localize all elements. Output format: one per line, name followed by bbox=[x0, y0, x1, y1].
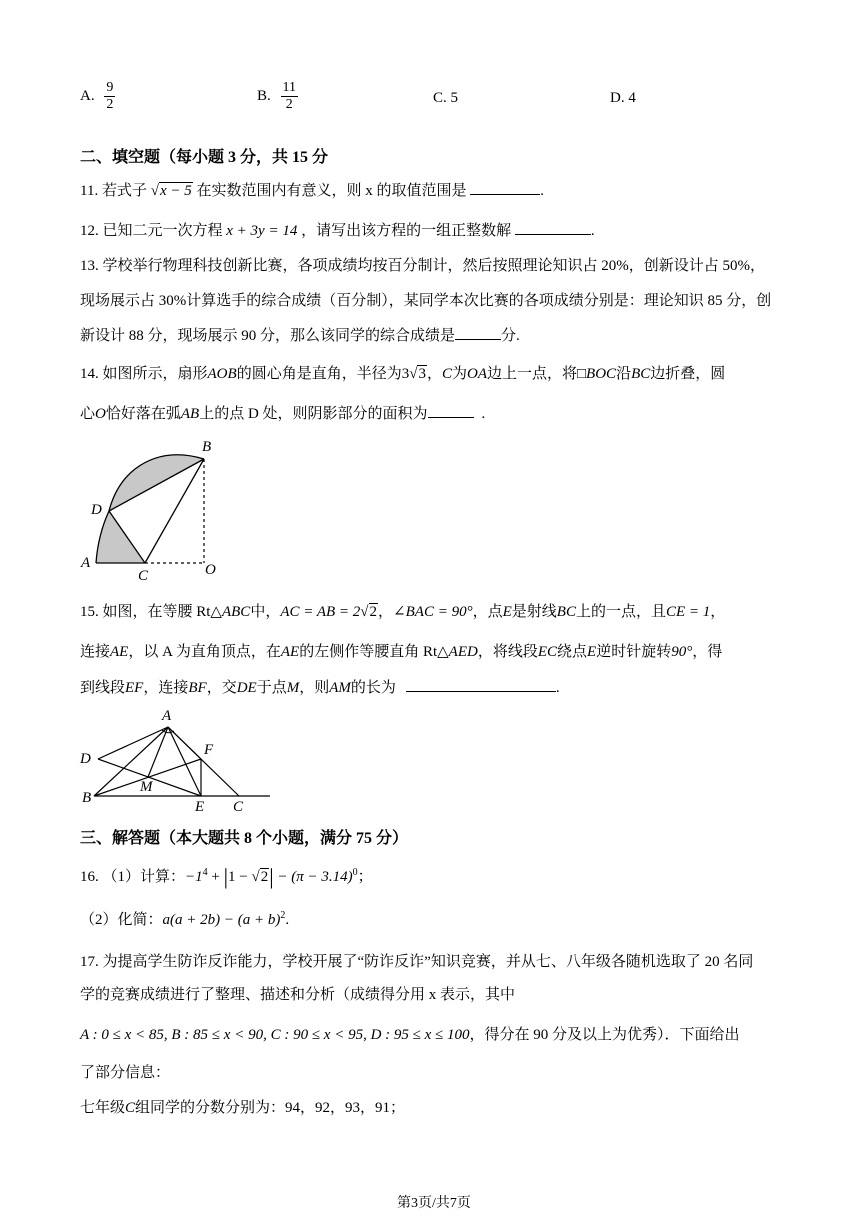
q15-text-d: ，点 bbox=[472, 604, 503, 620]
q17-line-2: 学的竞赛成绩进行了整理、描述和分析（成绩得分用 x 表示，其中 bbox=[80, 987, 516, 1003]
q15-text-p: ，连接 bbox=[143, 680, 189, 696]
q17-line-3b: ，得分在 90 分及以上为优秀）．下面给出 bbox=[469, 1027, 740, 1043]
q15-am: AM bbox=[329, 680, 351, 696]
q15-ec: EC bbox=[537, 644, 558, 660]
q15-angle: ∠BAC = 90° bbox=[393, 604, 473, 620]
option-b-label: B. bbox=[257, 87, 271, 104]
fraction-b-den: 2 bbox=[285, 97, 293, 112]
shaded-region-bottom bbox=[96, 511, 145, 563]
q16-rad2: 2 bbox=[260, 869, 269, 885]
page-footer: 第3页/共7页 bbox=[397, 1196, 471, 1211]
q15-aed: AED bbox=[448, 644, 478, 660]
q14-text-b: 的圆心角是直角，半径为 bbox=[236, 366, 402, 382]
q15-text-i: ，以 A 为直角顶点，在 bbox=[128, 644, 281, 660]
q15-m: M bbox=[286, 680, 300, 696]
q14-oa: OA bbox=[466, 366, 487, 382]
q16-expr1b: + bbox=[207, 869, 224, 885]
label-f: F bbox=[204, 742, 214, 758]
q14-answer-blank bbox=[428, 403, 474, 418]
q14-radius-coef: 3 bbox=[401, 366, 410, 382]
question-12 bbox=[80, 220, 595, 241]
q15-ce: CE = 1 bbox=[665, 604, 711, 620]
q13-line-1: 13. 学校举行物理科技创新比赛，各项成绩均按百分制计，然后按照理论知识占 20%，创新设计占 50%， bbox=[80, 258, 765, 274]
q14-text-a: 14. 如图所示，扇形 bbox=[80, 366, 208, 382]
q15-text-q: ，交 bbox=[206, 680, 237, 696]
label-a: A bbox=[81, 555, 91, 571]
q15-e: E bbox=[502, 604, 512, 620]
q12-equation: x + 3y = 14 bbox=[226, 223, 298, 239]
q17-line-5 bbox=[80, 1098, 405, 1118]
q17-line-4: 了部分信息： bbox=[80, 1065, 171, 1081]
q12-answer-blank bbox=[515, 220, 591, 235]
q16-exp4: 4 bbox=[202, 867, 208, 878]
label-b: B bbox=[202, 439, 212, 455]
q15-ef: EF bbox=[125, 680, 144, 696]
q12-end: . bbox=[590, 223, 595, 239]
q16-expr1c: − (π − 3.14) bbox=[273, 869, 353, 885]
q15-text-o: 到线段 bbox=[80, 680, 126, 696]
q14-o: O bbox=[95, 406, 106, 422]
q15-text-j: 的左侧作等腰直角 Rt△ bbox=[299, 644, 449, 660]
q15-text-c: ， bbox=[378, 604, 394, 620]
q16-abs-right: | bbox=[269, 864, 274, 889]
fraction-b-num: 11 bbox=[282, 80, 296, 95]
fraction-a-num: 9 bbox=[106, 80, 114, 95]
q17-line-5a: 七年级 bbox=[80, 1100, 126, 1116]
q17-group-c: C bbox=[125, 1100, 136, 1116]
q15-text-s: ，则 bbox=[299, 680, 330, 696]
q14-ab: AB bbox=[180, 406, 200, 422]
q14-text-k: . bbox=[481, 406, 486, 422]
q15-line-1: 15. 如图，在等腰 Rt△ABC中，AC = AB = 2√2，∠BAC = 90°，点E是射线BC上的一点，且CE = 1， bbox=[80, 604, 726, 620]
q17-line-3 bbox=[80, 1025, 740, 1045]
q14-text-d: 为 bbox=[451, 366, 467, 382]
q14-text-g: 边折叠，圆 bbox=[650, 366, 726, 382]
q11-radicand: x − 5 bbox=[159, 183, 192, 199]
option-d: D. 4 bbox=[610, 90, 636, 106]
q15-rad: 2 bbox=[369, 604, 378, 620]
option-a bbox=[80, 80, 115, 113]
fraction-a-den: 2 bbox=[106, 97, 114, 112]
figure-14-sector bbox=[78, 432, 228, 582]
q17-line-1: 17. 为提高学生防诈反诈能力，学校开展了“防诈反诈”知识竞赛，并从七、八年级各随机选取了 20 名同 bbox=[80, 954, 754, 970]
q15-text-g: ， bbox=[710, 604, 726, 620]
q14-text-e: 边上一点，将 bbox=[486, 366, 577, 382]
q15-text-m: 逆时针旋转 bbox=[596, 644, 672, 660]
q14-line-1 bbox=[80, 364, 725, 384]
q15-text-b: 中， bbox=[250, 604, 281, 620]
q13-line-2: 现场展示占 30%计算选手的综合成绩（百分制），某同学本次比赛的各项成绩分别是：理论知识 85 分，创 bbox=[80, 293, 772, 309]
q14-text-c: ， bbox=[426, 366, 442, 382]
q11-post: 在实数范围内有意义，则 x 的取值范围是 bbox=[196, 183, 467, 199]
q12-post: ，请写出该方程的一组正整数解 bbox=[301, 223, 512, 239]
fraction-b bbox=[281, 80, 298, 113]
q16-part-1: 16. （1）计算：$-1^4 + |1 - √2| - (\pi - 3.14)^0$； bbox=[80, 864, 373, 889]
q15-answer-blank bbox=[406, 677, 556, 692]
q14-aob: AOB bbox=[207, 366, 237, 382]
q15-text-h: 连接 bbox=[80, 644, 111, 660]
q11-answer-blank bbox=[470, 180, 540, 195]
label-b: B bbox=[82, 790, 92, 806]
q15-e2: E bbox=[587, 644, 597, 660]
q15-text-r: 于点 bbox=[256, 680, 287, 696]
q16-expr1d: ； bbox=[357, 869, 373, 885]
figure-15-triangles bbox=[76, 702, 276, 814]
q16-expr1a: −1 bbox=[185, 869, 203, 885]
q15-de: DE bbox=[236, 680, 257, 696]
option-a-label: A. bbox=[80, 87, 95, 104]
label-m: M bbox=[140, 779, 153, 795]
q11-pre: 11. 若式子 bbox=[80, 183, 147, 199]
q15-text-l: 绕点 bbox=[557, 644, 588, 660]
question-11 bbox=[80, 180, 544, 201]
q14-bc: BC bbox=[631, 366, 651, 382]
option-b bbox=[257, 80, 298, 113]
q16-exp2: 2 bbox=[280, 910, 286, 921]
q14-text-i: 恰好落在弧 bbox=[105, 406, 181, 422]
q17-line-5b: 组同学的分数分别为：94，92，93，91； bbox=[135, 1100, 406, 1116]
q15-abc: ABC bbox=[221, 604, 251, 620]
q15-deg: 90° bbox=[671, 644, 693, 660]
q15-text-e: 是射线 bbox=[511, 604, 557, 620]
q14-text-h: 心 bbox=[80, 406, 96, 422]
q14-triangle: □BOC bbox=[577, 366, 617, 382]
q14-radius-rad: 3 bbox=[418, 366, 426, 382]
q15-line-2 bbox=[80, 642, 722, 662]
q13-answer-blank bbox=[455, 325, 501, 340]
q16-exp0: 0 bbox=[352, 867, 358, 878]
q14-text-f: 沿 bbox=[616, 366, 632, 382]
q13-line-3 bbox=[80, 325, 520, 346]
section-3-title: 三、解答题（本大题共 8 个小题，满分 75 分） bbox=[80, 830, 409, 847]
q15-text-k: ，将线段 bbox=[477, 644, 538, 660]
q15-text-n: ，得 bbox=[692, 644, 723, 660]
q11-end: . bbox=[540, 183, 544, 199]
q16-p1-label: 16. （1）计算： bbox=[80, 869, 186, 885]
label-d: D bbox=[91, 502, 102, 518]
q16-abs-left: | bbox=[223, 864, 229, 889]
label-o: O bbox=[205, 562, 216, 578]
q15-line-3 bbox=[80, 677, 560, 698]
fraction-a bbox=[104, 80, 115, 113]
q14-text-j: 上的点 D 处，则阴影部分的面积为 bbox=[199, 406, 428, 422]
q17-ranges: A : 0 ≤ x < 85, B : 85 ≤ x < 90, C : 90 ≤ x < 95, D : 95 ≤ x ≤ 100 bbox=[80, 1027, 470, 1043]
q15-text-f: 上的一点，且 bbox=[575, 604, 666, 620]
label-d: D bbox=[80, 751, 91, 767]
q15-bf: BF bbox=[188, 680, 207, 696]
label-c: C bbox=[233, 799, 244, 814]
q12-pre: 12. 已知二元一次方程 bbox=[80, 223, 223, 239]
q15-bc: BC bbox=[556, 604, 576, 620]
q16-part-2 bbox=[80, 906, 289, 930]
label-e: E bbox=[195, 799, 205, 814]
q11-sqrt: √x − 5 bbox=[150, 183, 192, 199]
q15-text-u: . bbox=[555, 680, 560, 696]
q16-expr2: a(a + 2b) − (a + b) bbox=[162, 912, 281, 928]
label-a: A bbox=[162, 708, 172, 724]
q13-line-3b: 分. bbox=[501, 328, 520, 344]
q15-text-a: 15. 如图，在等腰 Rt△ bbox=[80, 604, 222, 620]
q13-line-3a: 新设计 88 分，现场展示 90 分，那么该同学的综合成绩是 bbox=[80, 328, 456, 344]
q16-expr2d: . bbox=[285, 912, 290, 928]
q15-text-t: 的长为 bbox=[350, 680, 396, 696]
q16-abs-in: 1 − bbox=[228, 869, 252, 885]
section-2-title: 二、填空题（每小题 3 分，共 15 分 bbox=[80, 149, 329, 166]
q16-p2-label: （2）化简： bbox=[80, 912, 163, 928]
q14-c: C bbox=[441, 366, 452, 382]
q15-ae: AE bbox=[110, 644, 129, 660]
q15-ae2: AE bbox=[280, 644, 300, 660]
label-c: C bbox=[138, 568, 149, 582]
q15-eq1: AC = AB = 2 bbox=[280, 604, 361, 620]
q14-line-2 bbox=[80, 403, 485, 424]
q14-radius: 3√3 bbox=[401, 366, 426, 382]
option-c: C. 5 bbox=[433, 90, 459, 106]
